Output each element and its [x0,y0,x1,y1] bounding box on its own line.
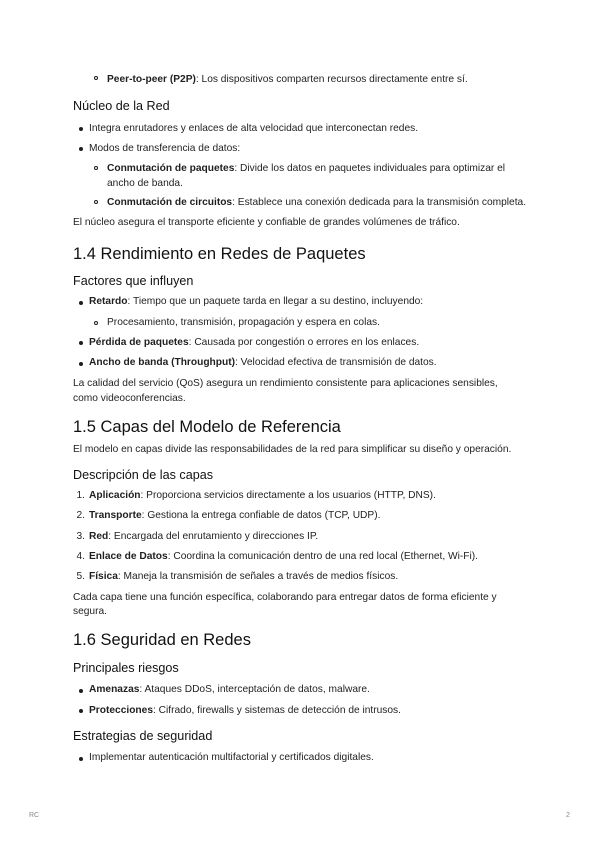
rendimiento-closing-1: La calidad del servicio (QoS) asegura un rendimiento consistente para aplicaciones sensibles, [73,378,498,389]
perdida-item: Pérdida de paquetes: Causada por congestión o errores en los enlaces. [89,337,420,348]
retardo-sub-item: Procesamiento, transmisión, propagación y espera en colas. [107,317,380,328]
bullet-marker [79,301,83,305]
nucleo-sub-2: Conmutación de circuitos: Establece una conexión dedicada para la transmisión completa. [107,197,527,208]
sub-bullet-marker [94,166,98,170]
protecciones-item: Protecciones: Cifrado, firewalls y sistemas de detección de intrusos. [89,705,401,716]
ancho-item: Ancho de banda (Throughput): Velocidad efectiva de transmisión de datos. [89,357,437,368]
list-number: 5. [76,571,85,582]
nucleo-closing: El núcleo asegura el transporte eficiente y confiable de grandes volúmenes de tráfico. [73,217,460,228]
bullet-marker [79,689,83,693]
sub-bullet-marker [94,76,98,80]
section-title-1-6: 1.6 Seguridad en Redes [73,631,251,649]
list-number: 4. [76,551,85,562]
list-number: 2. [76,510,85,521]
bullet-marker [79,341,83,345]
section-title-1-4: 1.4 Rendimiento en Redes de Paquetes [73,245,366,263]
amenazas-item: Amenazas: Ataques DDoS, interceptación de datos, malware. [89,684,370,695]
bullet-marker [79,362,83,366]
nucleo-bullet-2: Modos de transferencia de datos: [89,143,241,154]
rendimiento-closing-2: como videoconferencias. [73,393,186,404]
capa-item: Física: Maneja la transmisión de señales a través de medios físicos. [89,571,399,582]
capa-item: Red: Encargada del enrutamiento y direcciones IP. [89,531,319,542]
nucleo-heading: Núcleo de la Red [73,99,170,113]
capa-item: Enlace de Datos: Coordina la comunicación dentro de una red local (Ethernet, Wi-Fi). [89,551,479,562]
p2p-item: Peer-to-peer (P2P): Los dispositivos comparten recursos directamente entre sí. [107,74,468,85]
capas-intro: El modelo en capas divide las responsabilidades de la red para simplificar su diseño y operación. [73,444,512,455]
sub-bullet-marker [94,321,98,325]
section-title-1-5: 1.5 Capas del Modelo de Referencia [73,418,341,436]
bullet-marker [79,709,83,713]
list-number: 3. [76,531,85,542]
sub-bullet-marker [94,200,98,204]
capa-item: Transporte: Gestiona la entrega confiable de datos (TCP, UDP). [89,510,381,521]
bullet-marker [79,147,83,151]
capas-closing-2: segura. [73,606,107,617]
capas-closing-1: Cada capa tiene una función específica, colaborando para entregar datos de forma eficiente y [73,592,497,603]
capas-subheading: Descripción de las capas [73,468,214,482]
bullet-marker [79,127,83,131]
rendimiento-subheading: Factores que influyen [73,274,194,288]
capa-item: Aplicación: Proporciona servicios directamente a los usuarios (HTTP, DNS). [89,490,436,501]
nucleo-sub-1-cont: ancho de banda. [107,178,183,189]
nucleo-bullet-1: Integra enrutadores y enlaces de alta velocidad que interconectan redes. [89,123,419,134]
riesgos-subheading: Principales riesgos [73,661,179,675]
page-number: 2 [566,812,570,819]
retardo-item: Retardo: Tiempo que un paquete tarda en llegar a su destino, incluyendo: [89,296,424,307]
footer-left: RC [29,812,40,819]
list-number: 1. [76,490,85,501]
estrategias-subheading: Estrategias de seguridad [73,729,213,743]
bullet-marker [79,757,83,761]
nucleo-sub-1: Conmutación de paquetes: Divide los datos en paquetes individuales para optimizar el [107,163,506,174]
estrategia-item: Implementar autenticación multifactorial y certificados digitales. [89,752,374,763]
